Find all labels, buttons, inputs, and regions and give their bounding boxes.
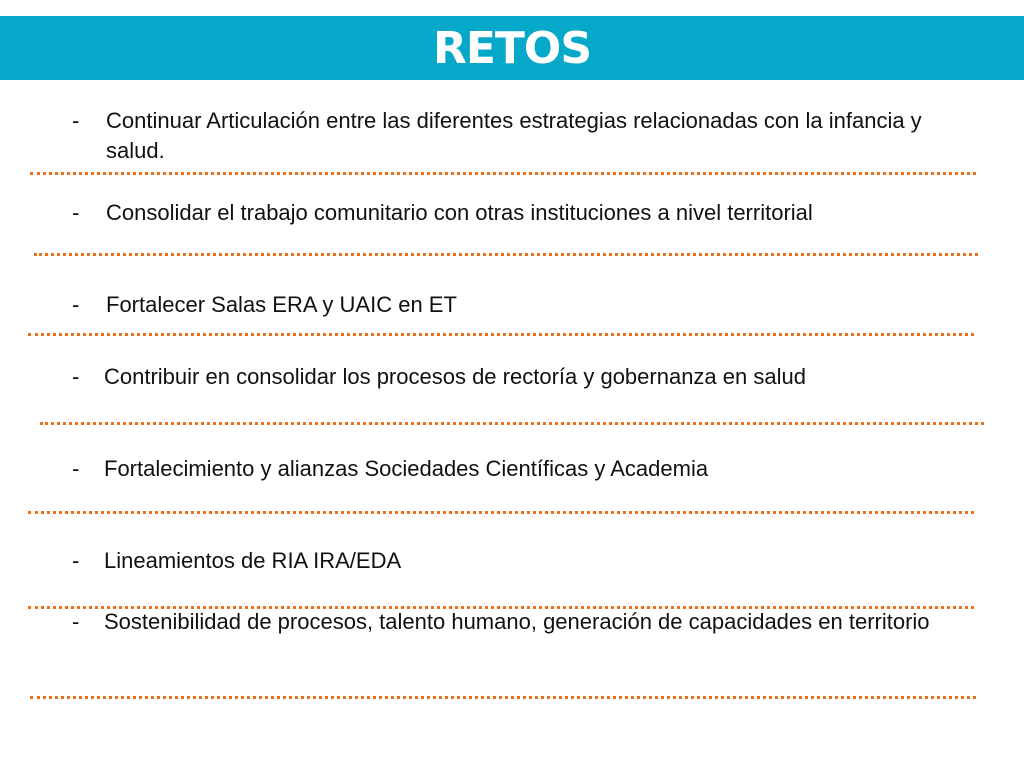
challenge-text: Sostenibilidad de procesos, talento humano, generación de capacidades en territorio <box>104 609 930 634</box>
challenge-text: Fortalecimiento y alianzas Sociedades Científicas y Academia <box>104 456 709 481</box>
dotted-separator <box>28 511 974 514</box>
bullet-dash: - <box>72 292 80 317</box>
bullet-dash: - <box>72 108 80 133</box>
title-banner <box>0 16 1024 80</box>
challenge-text: Continuar Articulación entre las diferentes estrategias relacionadas con la infancia y salud. <box>106 108 922 163</box>
challenge-item-5 <box>72 454 952 484</box>
dotted-separator <box>40 422 984 425</box>
bullet-dash: - <box>72 456 80 481</box>
bullet-dash: - <box>72 200 80 225</box>
challenge-text: Contribuir en consolidar los procesos de rectoría y gobernanza en salud <box>104 364 806 389</box>
challenge-text: Fortalecer Salas ERA y UAIC en ET <box>106 292 457 317</box>
dotted-separator <box>30 172 976 175</box>
bullet-dash: - <box>72 364 80 389</box>
challenge-text: Consolidar el trabajo comunitario con otras instituciones a nivel territorial <box>106 200 813 225</box>
challenge-item-6 <box>72 546 952 576</box>
bullet-dash: - <box>72 548 80 573</box>
challenge-item-1 <box>72 106 952 166</box>
slide-title: RETOS <box>432 23 592 74</box>
dotted-separator <box>28 333 974 336</box>
bullet-dash: - <box>72 609 80 634</box>
challenge-item-2 <box>72 198 972 228</box>
dotted-separator <box>30 696 976 699</box>
challenge-item-3 <box>72 290 952 320</box>
challenge-item-4 <box>72 362 972 392</box>
challenge-text: Lineamientos de RIA IRA/EDA <box>104 548 402 573</box>
dotted-separator <box>34 253 978 256</box>
challenge-item-7 <box>72 607 952 637</box>
